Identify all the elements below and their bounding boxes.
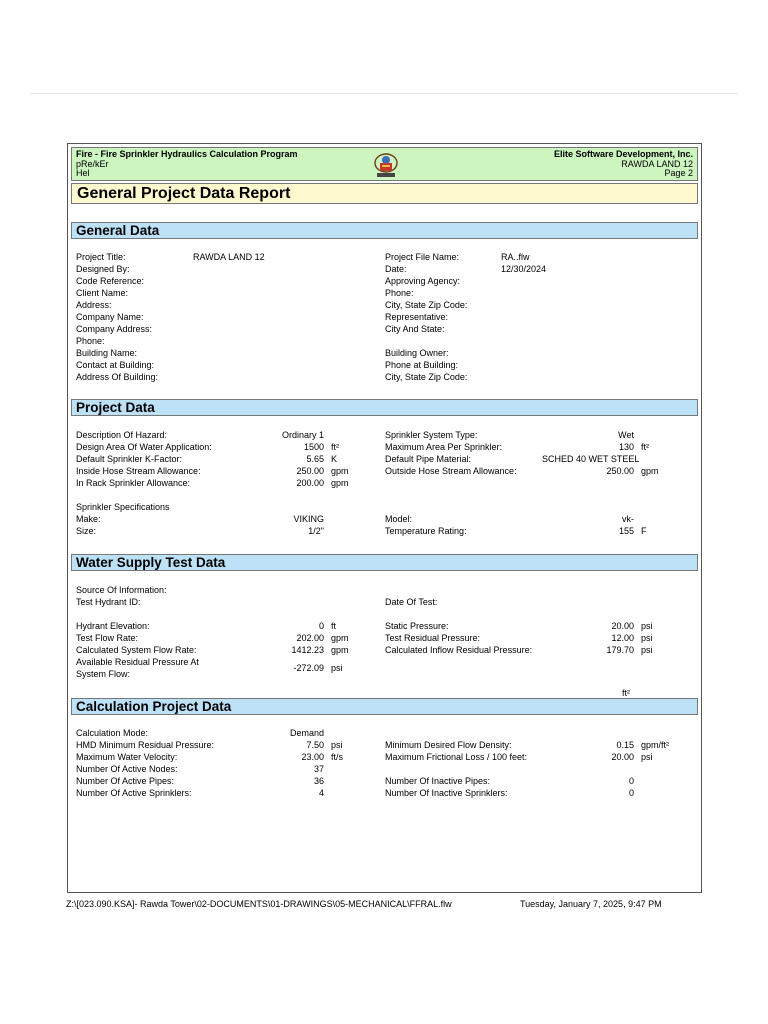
section-project-data: Project Data [71,399,698,416]
outside-hose-label: Outside Hose Stream Allowance: [385,466,517,476]
avail-resid-unit: psi [331,663,343,673]
building-name-label: Building Name: [76,348,138,358]
report-header [71,147,698,181]
calc-flow-label: Calculated System Flow Rate: [76,645,197,655]
temp-label: Temperature Rating: [385,526,467,536]
contact-at-building-label: Contact at Building: [76,360,155,370]
footer-timestamp: Tuesday, January 7, 2025, 9:47 PM [520,899,662,909]
design-area-unit: ft² [331,442,339,452]
inside-hose-unit: gpm [331,466,349,476]
active-nodes-value: 37 [313,764,324,774]
project-title-label: Project Title: [76,252,126,262]
density-value: 0.15 [616,740,634,750]
company-name-label: Company Name: [76,312,144,322]
flow-rate-value: 202.00 [296,633,324,643]
footer-file-path: Z:\[023.090.KSA]- Rawda Tower\02-DOCUMENTS\01-DRAWINGS\05-MECHANICAL\FFRAL.flw [66,899,452,909]
calc-mode-label: Calculation Mode: [76,728,149,738]
date-of-test-label: Date Of Test: [385,597,438,607]
size-value: 1/2" [308,526,324,536]
elite-logo-icon [373,151,399,179]
inactive-pipes-label: Number Of Inactive Pipes: [385,776,491,786]
k-factor-unit: K [331,454,338,464]
header-right [554,150,693,179]
velocity-unit: ft/s [331,752,344,762]
elevation-unit: ft [331,621,337,631]
system-type-label: Sprinkler System Type: [385,430,478,440]
program-name: Fire - Fire Sprinkler Hydraulics Calculation Program [76,149,298,159]
header-project-name: RAWDA LAND 12 [621,158,693,169]
report-page [67,143,702,893]
max-area-value: 130 [618,442,634,452]
inactive-sprinklers-label: Number Of Inactive Sprinklers: [385,788,508,798]
phone-label: Phone: [76,336,105,346]
hmd-value: 7.50 [306,740,324,750]
hazard-value: Ordinary 1 [281,430,324,440]
sprinkler-spec-heading: Sprinkler Specifications [76,502,170,512]
avail-resid-label-2: System Flow: [76,669,131,679]
inflow-unit: psi [641,645,653,655]
inside-hose-value: 250.00 [296,466,324,476]
hmd-label: HMD Minimum Residual Pressure: [76,740,215,750]
static-unit: psi [641,621,653,631]
density-label: Minimum Desired Flow Density: [385,740,512,750]
code-reference-label: Code Reference: [76,276,145,286]
project-file-label: Project File Name: [385,252,460,262]
in-rack-label: In Rack Sprinkler Allowance: [76,478,191,488]
city-and-state-label: City And State: [385,324,445,334]
model-value: vk- [622,514,634,524]
active-sprinklers-value: 4 [318,788,324,798]
temp-unit: F [641,526,647,536]
flow-rate-unit: gpm [331,633,349,643]
address-of-building-label: Address Of Building: [76,372,159,382]
inside-hose-label: Inside Hose Stream Allowance: [76,466,201,476]
calc-flow-value: 1412.23 [291,645,324,655]
elevation-label: Hydrant Elevation: [76,621,150,631]
phone-at-building-label: Phone at Building: [385,360,459,370]
max-area-unit: ft² [641,442,649,452]
date-label: Date: [385,264,407,274]
representative-label: Representative: [385,312,449,322]
inflow-value: 179.70 [606,645,634,655]
k-factor-label: Default Sprinkler K-Factor: [76,454,183,464]
date-value: 12/30/2024 [501,264,547,274]
static-label: Static Pressure: [385,621,449,631]
in-rack-value: 200.00 [296,478,324,488]
company-address-label: Company Address: [76,324,153,334]
size-label: Size: [76,526,97,536]
calc-flow-unit: gpm [331,645,349,655]
velocity-label: Maximum Water Velocity: [76,752,178,762]
avail-resid-value: -272.09 [293,663,324,673]
section-calculation-data: Calculation Project Data [71,698,698,715]
client-name-label: Client Name: [76,288,129,298]
approving-agency-label: Approving Agency: [385,276,461,286]
pipe-material-label: Default Pipe Material: [385,454,472,464]
active-pipes-value: 36 [313,776,324,786]
active-sprinklers-label: Number Of Active Sprinklers: [76,788,192,798]
density-unit: gpm/ft² [641,740,670,750]
calc-mode-value: Demand [289,728,324,738]
design-area-label: Design Area Of Water Application: [76,442,212,452]
stray-unit-text: ft² [622,688,630,698]
outside-hose-unit: gpm [641,466,659,476]
friction-value: 20.00 [611,752,634,762]
system-type-value: Wet [618,430,634,440]
city-state-zip-label: City, State Zip Code: [385,300,468,310]
header-line-3: Hel [76,168,90,178]
static-value: 20.00 [611,621,634,631]
phone-right-label: Phone: [385,288,414,298]
in-rack-unit: gpm [331,478,349,488]
inactive-pipes-value: 0 [628,776,634,786]
building-owner-label: Building Owner: [385,348,449,358]
inactive-sprinklers-value: 0 [628,788,634,798]
elevation-value: 0 [318,621,324,631]
pipe-material-value: SCHED 40 WET STEEL [542,454,640,464]
header-left [76,150,298,179]
company-name: Elite Software Development, Inc. [553,149,693,159]
hmd-unit: psi [331,740,343,750]
make-label: Make: [76,514,101,524]
inflow-label: Calculated Inflow Residual Pressure: [385,645,533,655]
temp-value: 155 [618,526,634,536]
section-general-data: General Data [71,222,698,239]
active-pipes-label: Number Of Active Pipes: [76,776,175,786]
city-state-zip-2-label: City, State Zip Code: [385,372,468,382]
model-label: Model: [385,514,413,524]
hydrant-id-label: Test Hydrant ID: [76,597,141,607]
max-area-label: Maximum Area Per Sprinkler: [385,442,503,452]
active-nodes-label: Number Of Active Nodes: [76,764,178,774]
page-number: Page 2 [664,168,693,178]
header-line-2: pRe/kEr [76,158,109,169]
design-area-value: 1500 [303,442,324,452]
top-divider [30,93,738,94]
velocity-value: 23.00 [301,752,324,762]
test-resid-label: Test Residual Pressure: [385,633,481,643]
source-label: Source Of Information: [76,585,167,595]
flow-rate-label: Test Flow Rate: [76,633,139,643]
test-resid-unit: psi [641,633,653,643]
project-title-value: RAWDA LAND 12 [193,252,265,262]
address-label: Address: [76,300,112,310]
project-file-value: RA..flw [501,252,530,262]
k-factor-value: 5.65 [306,454,324,464]
friction-unit: psi [641,752,653,762]
section-water-supply: Water Supply Test Data [71,554,698,571]
avail-resid-label-1: Available Residual Pressure At [76,657,199,667]
report-title: General Project Data Report [71,183,698,204]
test-resid-value: 12.00 [611,633,634,643]
designed-by-label: Designed By: [76,264,130,274]
hazard-label: Description Of Hazard: [76,430,168,440]
make-value: VIKING [293,514,324,524]
friction-label: Maximum Frictional Loss / 100 feet: [385,752,528,762]
outside-hose-value: 250.00 [606,466,634,476]
